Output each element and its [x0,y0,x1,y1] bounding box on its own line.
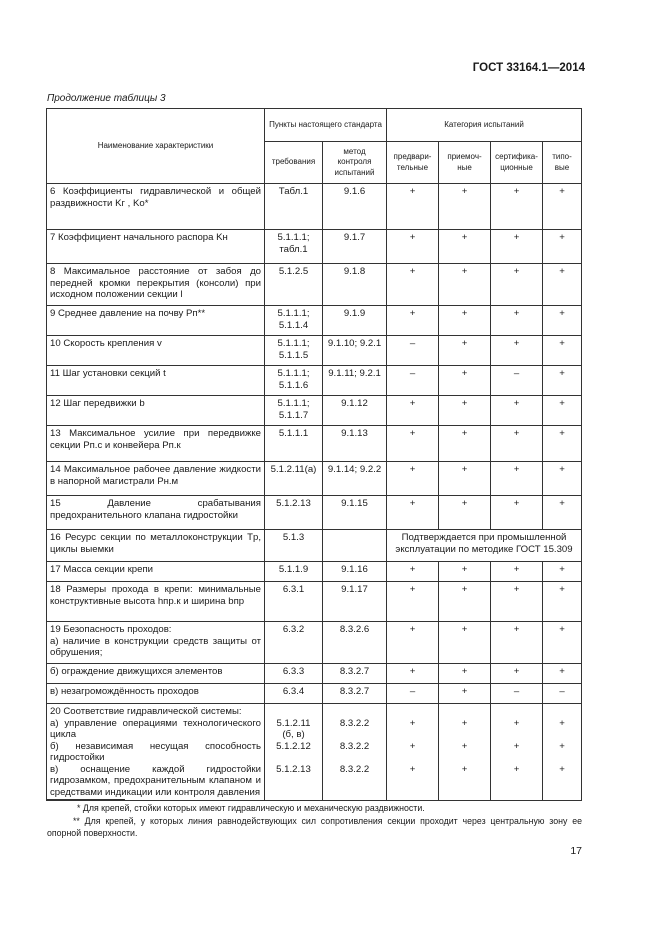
category-mark: + [439,462,491,496]
category-mark: + [543,426,582,462]
category-mark: + [387,562,439,582]
method-clause: 9.1.7 [323,230,387,264]
requirement-clause: 6.3.3 [265,664,323,684]
table-row [47,230,582,264]
category-mark: + [439,264,491,306]
method-clause: 9.1.10; 9.2.1 [323,336,387,366]
characteristic-name: 16 Ресурс секции по металлоконструкции Tр, циклы выемки [47,530,265,562]
table-continuation-caption: Продолжение таблицы 3 [47,93,166,104]
category-mark: + [387,582,439,622]
category-mark: + [543,496,582,530]
footnote-1: * Для крепей, стойки которых имеют гидравлическую и механическую раздвижности. [77,803,425,813]
category-mark: + [491,582,543,622]
requirement-clause: 5.1.1.1; табл.1 [265,230,323,264]
category-mark: + [491,426,543,462]
category-mark: + [439,426,491,462]
header-requirements: требования [265,142,323,184]
category-mark: + [439,396,491,426]
table-row [47,396,582,426]
category-mark: + [387,230,439,264]
category-mark: + [491,264,543,306]
category-mark: + [543,366,582,396]
category-mark: + [439,184,491,230]
characteristic-name: 14 Максимальное рабочее давление жидкости в напорной магистрали Pн.м [47,462,265,496]
category-mark: – [387,366,439,396]
method-clause: 9.1.16 [323,562,387,582]
category-mark: + [543,184,582,230]
category-mark: + [491,336,543,366]
header-category: Категория испытаний [387,109,582,142]
table-row [47,336,582,366]
category-mark: + [387,264,439,306]
method-clause: 9.1.15 [323,496,387,530]
category-mark: – [491,684,543,704]
category-mark: + [439,622,491,664]
category-mark: + [543,664,582,684]
requirement-clause: 5.1.1.1; 5.1.1.6 [265,366,323,396]
category-mark: + [543,336,582,366]
table-row [47,582,582,622]
category-mark: + + + [387,704,439,801]
category-mark: + [387,622,439,664]
header-points: Пункты настоящего стандарта [265,109,387,142]
requirement-clause: 5.1.1.1; 5.1.1.7 [265,396,323,426]
category-mark: + + + [439,704,491,801]
category-mark: + [439,562,491,582]
requirement-clause: 5.1.2.11(а) [265,462,323,496]
category-mark: + [387,396,439,426]
category-mark: + [387,462,439,496]
table-row [47,366,582,396]
header-acceptance: приемоч-ные [439,142,491,184]
header-type: типо-вые [543,142,582,184]
method-clause: 9.1.6 [323,184,387,230]
category-mark: + [491,664,543,684]
method-clause: 9.1.11; 9.2.1 [323,366,387,396]
header-certification: сертифика-ционные [491,142,543,184]
footnote-2: ** Для крепей, у которых линия равнодействующих сил сопротивления секции проходит через центральную зону ее опорной поверхности. [47,816,582,838]
category-mark: + [439,366,491,396]
table-row [47,562,582,582]
page-number: 17 [570,845,582,857]
method-clause: 9.1.17 [323,582,387,622]
requirement-clause: 6.3.1 [265,582,323,622]
characteristic-name: 9 Среднее давление на почву Pп** [47,306,265,336]
category-mark: + [543,264,582,306]
characteristic-name: в) незагромождённость проходов [47,684,265,704]
table-row [47,184,582,230]
table-row [47,462,582,496]
category-mark: + [491,462,543,496]
method-clause: 8.3.2.7 [323,664,387,684]
method-clause: 9.1.8 [323,264,387,306]
category-mark: + [543,306,582,336]
confirmation-note: Подтверждается при промышленной эксплуатации по методике ГОСТ 15.309 [387,530,582,562]
requirement-clause: 6.3.2 [265,622,323,664]
table-row [47,306,582,336]
requirement-clause: Табл.1 [265,184,323,230]
method-clause: 8.3.2.6 [323,622,387,664]
requirement-clause: 5.1.2.11 (б, в) 5.1.2.12 5.1.2.13 [265,704,323,801]
category-mark: + [439,306,491,336]
requirement-clause: 5.1.1.1; 5.1.1.4 [265,306,323,336]
characteristic-name: 18 Размеры прохода в крепи: минимальные конструктивные высота hпр.к и ширина bпр [47,582,265,622]
category-mark: + + + [543,704,582,801]
requirement-clause: 5.1.2.5 [265,264,323,306]
requirement-clause: 5.1.1.9 [265,562,323,582]
category-mark: + [387,184,439,230]
table-row [47,622,582,664]
requirement-clause: 5.1.1.1; 5.1.1.5 [265,336,323,366]
category-mark: + [543,230,582,264]
characteristic-name: 11 Шаг установки секций t [47,366,265,396]
category-mark: + [439,496,491,530]
category-mark: + [543,462,582,496]
header-method: метод контроля испытаний [323,142,387,184]
category-mark: – [491,366,543,396]
category-mark: – [387,684,439,704]
method-clause: 9.1.13 [323,426,387,462]
characteristic-name: 8 Максимальное расстояние от забоя до передней кромки перекрытия (консоли) при исходном положении секции l [47,264,265,306]
header-preliminary: предвари-тельные [387,142,439,184]
characteristic-name: 15 Давление срабатывания предохранительного клапана гидростойки [47,496,265,530]
table-row [47,264,582,306]
category-mark: + [387,496,439,530]
method-clause: 9.1.9 [323,306,387,336]
characteristic-name: 17 Масса секции крепи [47,562,265,582]
category-mark: + [491,562,543,582]
category-mark: + [491,306,543,336]
table-row [47,704,582,801]
specification-table [46,108,582,801]
characteristic-name: б) ограждение движущихся элементов [47,664,265,684]
table-row [47,530,582,562]
category-mark: + [491,230,543,264]
characteristic-name: 12 Шаг передвижки b [47,396,265,426]
table-row [47,426,582,462]
category-mark: + [491,496,543,530]
characteristic-name: 13 Максимальное усилие при передвижке секции Pп.с и конвейера Pп.к [47,426,265,462]
category-mark: – [387,336,439,366]
method-clause: 9.1.12 [323,396,387,426]
characteristic-name: 10 Скорость крепления v [47,336,265,366]
category-mark: + [387,306,439,336]
category-mark: + [439,664,491,684]
document-code: ГОСТ 33164.1—2014 [472,62,585,74]
category-mark: + [491,184,543,230]
category-mark: + [543,622,582,664]
characteristic-name: 6 Коэффициенты гидравлической и общей раздвижности Kг , Ko* [47,184,265,230]
category-mark: + [543,562,582,582]
category-mark: + [387,426,439,462]
method-clause: 8.3.2.2 8.3.2.2 8.3.2.2 [323,704,387,801]
category-mark: + [543,582,582,622]
method-clause [323,530,387,562]
requirement-clause: 6.3.4 [265,684,323,704]
table-row [47,684,582,704]
category-mark: + [491,396,543,426]
header-name: Наименование характеристики [47,109,265,184]
footnote-divider [47,799,125,800]
requirement-clause: 5.1.3 [265,530,323,562]
category-mark: + [439,582,491,622]
characteristic-name: 19 Безопасность проходов: а) наличие в конструкции средств защиты от обрушения; [47,622,265,664]
category-mark: + [491,622,543,664]
category-mark: – [543,684,582,704]
method-clause: 8.3.2.7 [323,684,387,704]
category-mark: + [387,664,439,684]
requirement-clause: 5.1.1.1 [265,426,323,462]
category-mark: + [439,336,491,366]
characteristic-name: 20 Соответствие гидравлической системы: а) управление операциями технологического цикла б) независимая несущая способность гидростойки в) оснащение каждой гидростойки гидрозамком, предохранительным клапаном и средствами индикации или контроля давления [47,704,265,801]
category-mark: + [543,396,582,426]
table-body [47,184,582,801]
category-mark: + [439,230,491,264]
requirement-clause: 5.1.2.13 [265,496,323,530]
method-clause: 9.1.14; 9.2.2 [323,462,387,496]
category-mark: + + + [491,704,543,801]
table-row [47,496,582,530]
characteristic-name: 7 Коэффициент начального распора Kн [47,230,265,264]
category-mark: + [439,684,491,704]
table-row [47,664,582,684]
